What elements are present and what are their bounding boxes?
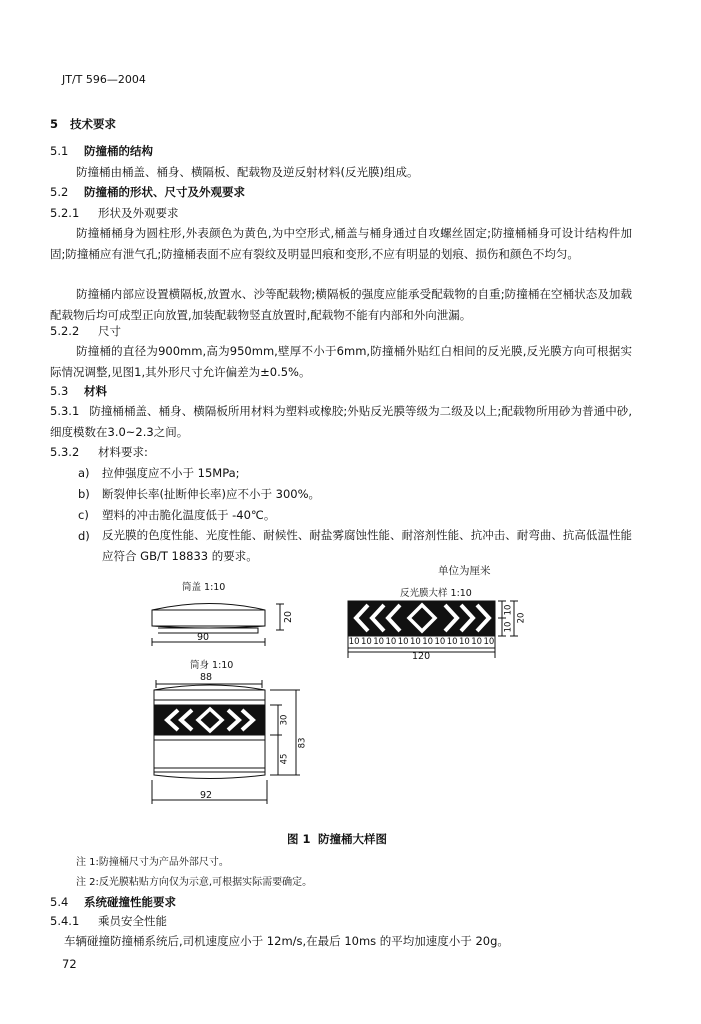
figure-note-2: 注 2:反光膜粘贴方向仅为示意,可根据实际需要确定。 [76,877,313,888]
figure-body-label: 筒身 1:10 [190,660,234,671]
list-item-c-text: 塑料的冲击脆化温度低于 -40℃。 [102,508,276,522]
film-segment-label: 10 [483,637,495,647]
film-segment-label: 10 [458,637,470,647]
film-segment-label: 10 [397,637,409,647]
body-bottom-width-label: 92 [200,790,213,801]
section-5-3-1-number: 5.3.1 [50,404,80,418]
section-5-3-2-number: 5.3.2 [50,445,80,459]
film-segment-label: 10 [471,637,483,647]
figure-unit: 单位为厘米 [438,565,491,577]
section-5-2-number: 5.2 [50,185,69,199]
section-5-number: 5 [50,117,59,131]
film-segment-label: 10 [409,637,421,647]
section-5-1-title: 防撞桶的结构 [84,144,153,158]
list-item-b-text: 断裂伸长率(扯断伸长率)应不小于 300%。 [102,487,321,501]
body-total-height-label: 83 [297,737,308,749]
section-5-3-number: 5.3 [50,384,69,398]
section-5-2-2-title: 尺寸 [98,324,121,338]
figure-lid-label: 筒盖 1:10 [182,582,226,593]
list-item-d-text: 反光膜的色度性能、光度性能、耐候性、耐盐雾腐蚀性能、耐溶剂性能、抗冲击、耐弯曲、抗高低温性能应符合 GB/T 18833 的要求。 [102,528,632,563]
body-top-width-label: 88 [200,672,213,683]
section-5-1-body: 防撞桶由桶盖、桶身、横隔板、配载物及逆反射材料(反光膜)组成。 [76,165,419,179]
film-segment-label: 10 [446,637,458,647]
film-segment-label: 10 [360,637,372,647]
section-5-3-2-title: 材料要求: [98,445,148,459]
film-drawing [348,601,518,658]
film-segment-labels [348,637,495,648]
section-5-4-1-title: 乘员安全性能 [98,914,167,928]
film-segment-label: 10 [422,637,434,647]
section-5-2-1-paragraph-1: 防撞桶桶身为圆柱形,外表颜色为黄色,为中空形式,桶盖与桶身通过自攻螺丝固定;防撞桶桶身可设计结构件加固;防撞桶应有泄气孔;防撞桶表面不应有裂纹及明显凹痕和变形,不应有明显的划痕、损伤和颜色不均匀。 [50,226,632,261]
film-right-total-label: 20 [516,612,527,624]
figure-caption-number: 图 1 [287,832,311,846]
lid-height-label: 20 [283,610,295,624]
section-5-title: 技术要求 [70,117,116,131]
section-5-2-title: 防撞桶的形状、尺寸及外观要求 [84,185,245,199]
film-segment-label: 10 [348,637,360,647]
section-5-4-title: 系统碰撞性能要求 [84,895,176,909]
page-number: 72 [62,957,77,971]
list-item-a-text: 拉伸强度应不小于 15MPa; [102,466,240,480]
standard-code: JT/T 596—2004 [62,73,146,86]
film-total-label: 120 [412,651,431,662]
film-segment-label: 10 [434,637,446,647]
film-right-a-label: 10 [503,604,514,616]
lid-drawing [152,604,284,647]
lid-width-label: 90 [197,632,210,643]
figure-note-1: 注 1:防撞桶尺寸为产品外部尺寸。 [76,857,229,868]
figure-film-label: 反光膜大样 1:10 [400,588,472,599]
section-5-2-1-paragraph-2: 防撞桶内部应设置横隔板,放置水、沙等配载物;横隔板的强度应能承受配载物的自重;防撞桶在空桶状态及加载配载物后均可成型正向放置,加装配载物竖直放置时,配载物不能有内部和外向泄漏。 [50,287,632,322]
body-dim-30-label: 30 [279,714,290,726]
body-drawing [152,680,300,804]
list-item-c-mark: c) [78,508,89,522]
section-5-4-1-paragraph: 车辆碰撞防撞桶系统后,司机速度应小于 12m/s,在最后 10ms 的平均加速度小于 20g。 [64,934,509,948]
film-segment-label: 10 [385,637,397,647]
section-5-2-1-number: 5.2.1 [50,206,80,220]
body-dim-45-label: 45 [279,753,290,765]
film-right-b-label: 10 [503,621,514,633]
section-5-2-2-paragraph: 防撞桶的直径为900mm,高为950mm,壁厚不小于6mm,防撞桶外贴红白相间的反光膜,反光膜方向可根据实际情况调整,见图1,其外形尺寸允许偏差为±0.5%。 [50,344,632,379]
section-5-1-number: 5.1 [50,144,69,158]
section-5-2-1-title: 形状及外观要求 [98,206,179,220]
section-5-4-1-number: 5.4.1 [50,914,80,928]
section-5-4-number: 5.4 [50,895,69,909]
list-item-b-mark: b) [78,487,90,501]
section-5-2-2-number: 5.2.2 [50,324,80,338]
list-item-a-mark: a) [78,466,90,480]
section-5-3-title: 材料 [84,384,107,398]
list-item-d-mark: d) [78,529,90,543]
figure-caption-text: 防撞桶大样图 [318,832,387,846]
film-segment-label: 10 [373,637,385,647]
section-5-3-1-text: 防撞桶桶盖、桶身、横隔板所用材料为塑料或橡胶;外贴反光膜等级为二级及以上;配载物所用砂为普通中砂,细度模数在3.0~2.3之间。 [50,404,632,439]
